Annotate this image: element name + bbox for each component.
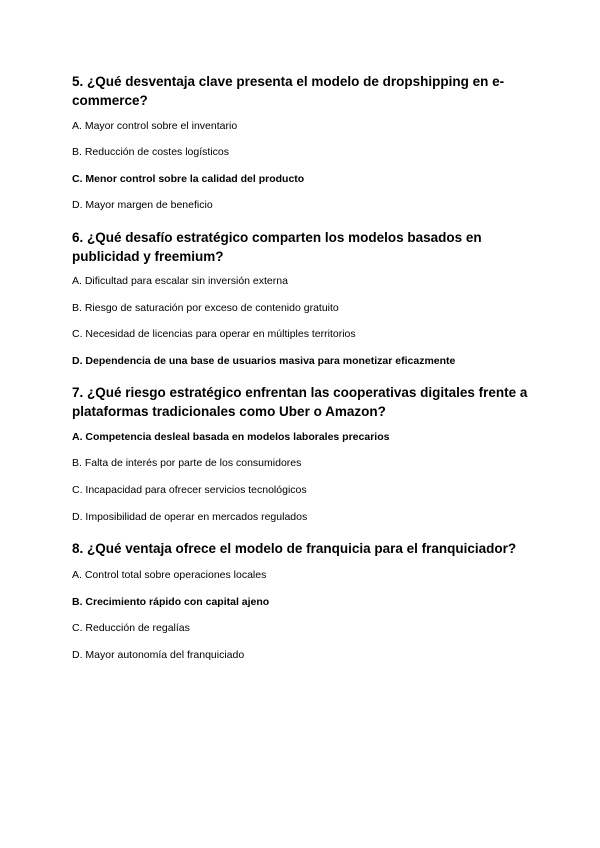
- option-a: A. Control total sobre operaciones locales: [72, 569, 267, 581]
- option-b: B. Riesgo de saturación por exceso de contenido gratuito: [72, 302, 339, 314]
- option-c-correct: C. Menor control sobre la calidad del producto: [72, 173, 305, 185]
- option-a: A. Mayor control sobre el inventario: [72, 120, 238, 132]
- question-8: [72, 539, 532, 661]
- option-c: C. Incapacidad para ofrecer servicios tecnológicos: [72, 484, 307, 496]
- question-title: 6. ¿Qué desafío estratégico comparten los modelos basados en publicidad y freemium?: [72, 230, 482, 264]
- option-d: D. Mayor autonomía del franquiciado: [72, 649, 245, 661]
- option-b: B. Reducción de costes logísticos: [72, 146, 229, 158]
- question-title: 5. ¿Qué desventaja clave presenta el modelo de dropshipping en e-commerce?: [72, 74, 505, 108]
- option-b: B. Falta de interés por parte de los consumidores: [72, 457, 302, 469]
- question-7: [72, 383, 532, 523]
- option-a-correct: A. Competencia desleal basada en modelos laborales precarios: [72, 431, 390, 443]
- question-title: 7. ¿Qué riesgo estratégico enfrentan las cooperativas digitales frente a plataformas tradicionales como Uber o Amazon?: [72, 385, 528, 419]
- option-c: C. Necesidad de licencias para operar en múltiples territorios: [72, 328, 356, 340]
- option-a: A. Dificultad para escalar sin inversión externa: [72, 275, 288, 287]
- option-d: D. Mayor margen de beneficio: [72, 199, 213, 211]
- question-5: [72, 72, 532, 211]
- question-6: [72, 228, 532, 367]
- option-d-correct: D. Dependencia de una base de usuarios masiva para monetizar eficazmente: [72, 355, 456, 367]
- option-d: D. Imposibilidad de operar en mercados regulados: [72, 511, 308, 523]
- option-c: C. Reducción de regalías: [72, 622, 190, 634]
- question-title: 8. ¿Qué ventaja ofrece el modelo de franquicia para el franquiciador?: [72, 541, 517, 556]
- option-b-correct: B. Crecimiento rápido con capital ajeno: [72, 596, 270, 608]
